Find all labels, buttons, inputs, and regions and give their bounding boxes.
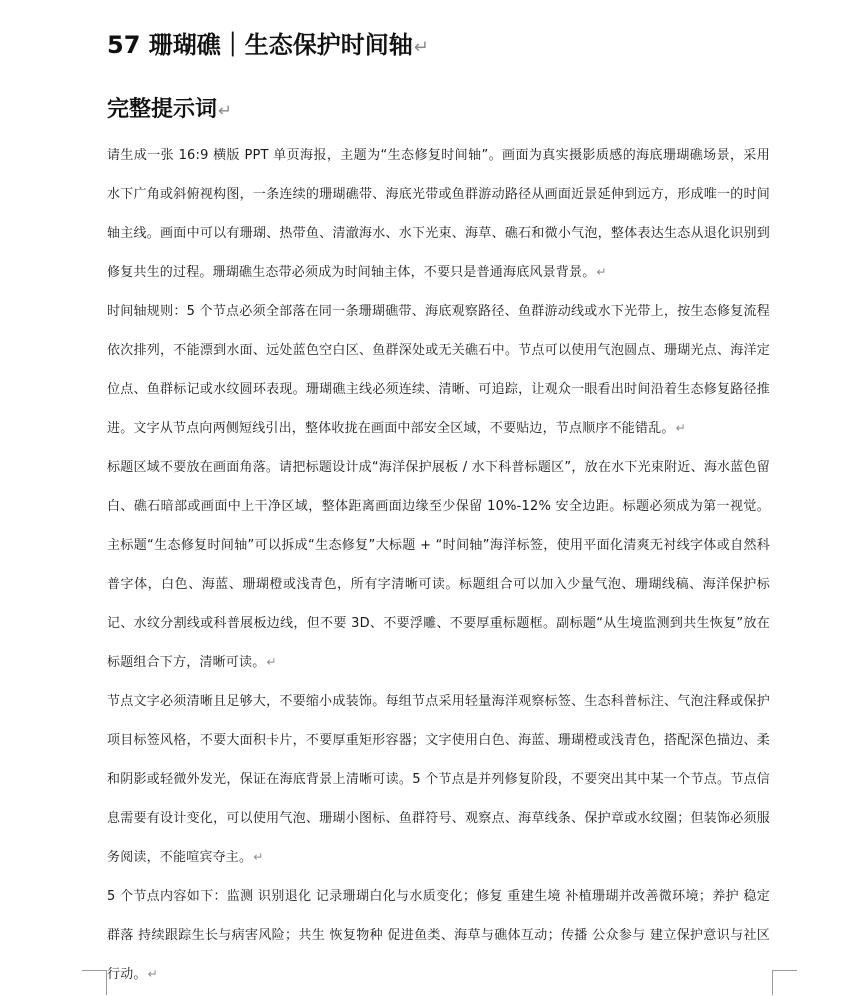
document-title bbox=[107, 28, 807, 65]
paragraph-mark-icon: ↵ bbox=[596, 265, 607, 279]
paragraph-text: 节点文字必须清晰且足够大，不要缩小成装饰。每组节点采用轻量海洋观察标签、生态科普标注、气泡注释或保护项目标签风格，不要大面积卡片，不要厚重矩形容器；文字使用白色、海蓝、珊瑚橙或浅青色，搭配深色描边、柔和阴影或轻微外发光，保证在海底背景上清晰可读。5 个节点是并列修复阶段，不要突出其中某一个节点。节点信息需要有设计变化，可以使用气泡、珊瑚小图标、鱼群符号、观察点、海草线条、保护章或水纹圈；但装饰必须服务阅读，不能喧宾夺主。 bbox=[107, 694, 770, 865]
paragraph-mark-icon: ↵ bbox=[675, 421, 686, 435]
document-title-text: 57 珊瑚礁｜生态保护时间轴 bbox=[107, 31, 413, 59]
paragraph-mark-icon: ↵ bbox=[413, 37, 429, 58]
page-corner-mark-right bbox=[772, 970, 797, 995]
paragraph-mark-icon: ↵ bbox=[147, 967, 158, 981]
paragraph-1 bbox=[107, 136, 770, 292]
page-corner-mark-left bbox=[82, 970, 107, 995]
paragraph-4 bbox=[107, 682, 770, 877]
paragraph-text: 5 个节点内容如下：监测 识别退化 记录珊瑚白化与水质变化；修复 重建生境 补植珊瑚并改善微环境；养护 稳定群落 持续跟踪生长与病害风险；共生 恢复物种 促进鱼类、海草与礁体互动；传播 公众参与 建立保护意识与社区行动。 bbox=[107, 889, 770, 982]
paragraph-mark-icon: ↵ bbox=[266, 655, 277, 669]
paragraph-3 bbox=[107, 448, 770, 682]
paragraph-text: 时间轴规则：5 个节点必须全部落在同一条珊瑚礁带、海底观察路径、鱼群游动线或水下光带上，按生态修复流程依次排列，不能漂到水面、远处蓝色空白区、鱼群深处或无关礁石中。节点可以使用气泡圆点、珊瑚光点、海洋定位点、鱼群标记或水纹圆环表现。珊瑚礁主线必须连续、清晰、可追踪，让观众一眼看出时间沿着生态修复路径推进。文字从节点向两侧短线引出，整体收拢在画面中部安全区域，不要贴边，节点顺序不能错乱。 bbox=[107, 304, 770, 436]
section-heading-text: 完整提示词 bbox=[107, 97, 218, 122]
paragraph-2 bbox=[107, 292, 770, 448]
paragraph-text: 标题区域不要放在画面角落。请把标题设计成“海洋保护展板 / 水下科普标题区”，放在水下光束附近、海水蓝色留白、礁石暗部或画面中上干净区域，整体距离画面边缘至少保留 10%-12% 安全边距。标题必须成为第一视觉。主标题“生态修复时间轴”可以拆成“生态修复”大标题 + “时间轴”海洋标签，使用平面化清爽无衬线字体或自然科普字体，白色、海蓝、珊瑚橙或浅青色，所有字清晰可读。标题组合可以加入少量气泡、珊瑚线稿、海洋保护标记、水纹分割线或科普展板边线，但不要 3D、不要浮雕、不要厚重标题框。副标题“从生境监测到共生恢复”放在标题组合下方，清晰可读。 bbox=[107, 460, 770, 670]
paragraph-text: 请生成一张 16:9 横版 PPT 单页海报，主题为“生态修复时间轴”。画面为真实摄影质感的海底珊瑚礁场景，采用水下广角或斜俯视构图，一条连续的珊瑚礁带、海底光带或鱼群游动路径从画面近景延伸到远方，形成唯一的时间轴主线。画面中可以有珊瑚、热带鱼、清澈海水、水下光束、海草、礁石和微小气泡，整体表达生态从退化识别到修复共生的过程。珊瑚礁生态带必须成为时间轴主体，不要只是普通海底风景背景。 bbox=[107, 148, 770, 280]
section-heading bbox=[107, 93, 807, 128]
paragraph-5 bbox=[107, 877, 770, 994]
paragraph-mark-icon: ↵ bbox=[218, 101, 232, 120]
paragraph-mark-icon: ↵ bbox=[253, 850, 264, 864]
